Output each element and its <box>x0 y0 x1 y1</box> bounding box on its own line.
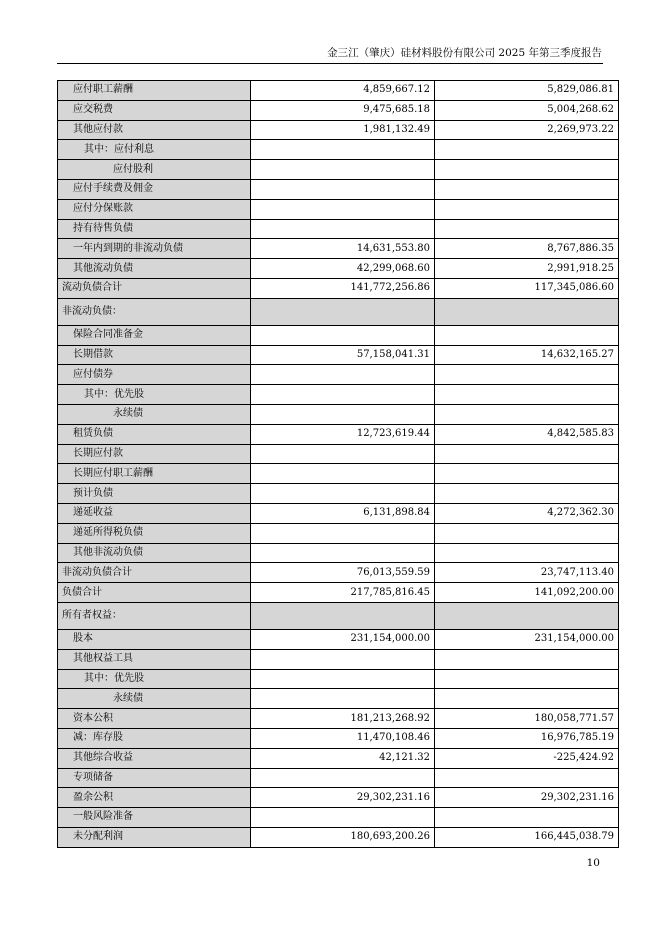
section-header-row <box>58 602 619 629</box>
row-label: 应交税费 <box>58 100 251 120</box>
table-row <box>58 503 619 523</box>
prior-period-value: 180,058,771.57 <box>435 709 619 729</box>
current-period-value <box>251 543 435 563</box>
table-row <box>58 365 619 385</box>
table-row <box>58 140 619 160</box>
prior-period-value: 166,445,038.79 <box>435 827 619 847</box>
table-row <box>58 768 619 788</box>
current-period-value <box>251 602 435 629</box>
prior-period-value: 29,302,231.16 <box>435 788 619 808</box>
table-row <box>58 239 619 259</box>
prior-period-value: -225,424.92 <box>435 748 619 768</box>
prior-period-value <box>435 602 619 629</box>
table-row <box>58 669 619 689</box>
current-period-value: 42,299,068.60 <box>251 259 435 279</box>
prior-period-value: 117,345,086.60 <box>435 278 619 298</box>
prior-period-value: 2,269,973.22 <box>435 120 619 140</box>
row-label: 专项储备 <box>58 768 251 788</box>
prior-period-value <box>435 298 619 325</box>
current-period-value <box>251 689 435 709</box>
table-row <box>58 100 619 120</box>
current-period-value <box>251 768 435 788</box>
prior-period-value <box>435 808 619 828</box>
prior-period-value <box>435 404 619 424</box>
row-label: 递延所得税负债 <box>58 523 251 543</box>
current-period-value <box>251 179 435 199</box>
current-period-value <box>251 523 435 543</box>
table-row <box>58 424 619 444</box>
row-label: 永续债 <box>58 404 251 424</box>
row-label: 一般风险准备 <box>58 808 251 828</box>
current-period-value: 11,470,108.46 <box>251 728 435 748</box>
row-label: 应付职工薪酬 <box>58 81 251 101</box>
row-label: 长期应付款 <box>58 444 251 464</box>
prior-period-value <box>435 325 619 345</box>
row-label: 其中：优先股 <box>58 669 251 689</box>
prior-period-value: 23,747,113.40 <box>435 563 619 583</box>
row-label: 其他综合收益 <box>58 748 251 768</box>
section-header-row <box>58 298 619 325</box>
table-row <box>58 629 619 649</box>
current-period-value <box>251 160 435 180</box>
row-label: 其他应付款 <box>58 120 251 140</box>
row-label: 减：库存股 <box>58 728 251 748</box>
current-period-value: 42,121.32 <box>251 748 435 768</box>
row-label: 持有待售负债 <box>58 219 251 239</box>
row-label: 一年内到期的非流动负债 <box>58 239 251 259</box>
current-period-value: 12,723,619.44 <box>251 424 435 444</box>
current-period-value <box>251 298 435 325</box>
prior-period-value <box>435 523 619 543</box>
current-period-value: 29,302,231.16 <box>251 788 435 808</box>
prior-period-value <box>435 543 619 563</box>
current-period-value <box>251 649 435 669</box>
table-row <box>58 689 619 709</box>
table-row <box>58 81 619 101</box>
prior-period-value <box>435 689 619 709</box>
current-period-value: 6,131,898.84 <box>251 503 435 523</box>
balance-sheet-table <box>57 80 619 848</box>
prior-period-value <box>435 385 619 405</box>
table-row <box>58 808 619 828</box>
row-label: 其他权益工具 <box>58 649 251 669</box>
current-period-value: 180,693,200.26 <box>251 827 435 847</box>
row-label: 长期应付职工薪酬 <box>58 464 251 484</box>
row-label: 应付分保账款 <box>58 199 251 219</box>
row-label: 其他流动负债 <box>58 259 251 279</box>
table-row <box>58 543 619 563</box>
current-period-value: 231,154,000.00 <box>251 629 435 649</box>
current-period-value <box>251 404 435 424</box>
section-label: 非流动负债： <box>58 298 251 325</box>
row-label: 未分配利润 <box>58 827 251 847</box>
current-period-value <box>251 385 435 405</box>
table-row <box>58 199 619 219</box>
table-row <box>58 523 619 543</box>
subtotal-row <box>58 278 619 298</box>
current-period-value <box>251 464 435 484</box>
row-label: 应付股利 <box>58 160 251 180</box>
prior-period-value <box>435 484 619 504</box>
prior-period-value <box>435 444 619 464</box>
prior-period-value: 231,154,000.00 <box>435 629 619 649</box>
prior-period-value <box>435 649 619 669</box>
prior-period-value <box>435 160 619 180</box>
table-row <box>58 464 619 484</box>
row-label: 保险合同准备金 <box>58 325 251 345</box>
current-period-value: 4,859,667.12 <box>251 81 435 101</box>
prior-period-value: 5,829,086.81 <box>435 81 619 101</box>
current-period-value: 57,158,041.31 <box>251 345 435 365</box>
subtotal-row <box>58 563 619 583</box>
current-period-value <box>251 669 435 689</box>
row-label: 股本 <box>58 629 251 649</box>
current-period-value <box>251 325 435 345</box>
table-row <box>58 444 619 464</box>
prior-period-value: 141,092,200.00 <box>435 583 619 603</box>
prior-period-value <box>435 199 619 219</box>
prior-period-value: 8,767,886.35 <box>435 239 619 259</box>
table-row <box>58 649 619 669</box>
table-row <box>58 827 619 847</box>
table-row <box>58 179 619 199</box>
row-label: 租赁负债 <box>58 424 251 444</box>
header-divider <box>57 63 603 64</box>
row-label: 其他非流动负债 <box>58 543 251 563</box>
row-label: 资本公积 <box>58 709 251 729</box>
current-period-value: 181,213,268.92 <box>251 709 435 729</box>
table-row <box>58 404 619 424</box>
table-row <box>58 219 619 239</box>
table-row <box>58 788 619 808</box>
table-row <box>58 385 619 405</box>
prior-period-value: 16,976,785.19 <box>435 728 619 748</box>
current-period-value: 76,013,559.59 <box>251 563 435 583</box>
table-row <box>58 120 619 140</box>
current-period-value: 141,772,256.86 <box>251 278 435 298</box>
prior-period-value: 5,004,268.62 <box>435 100 619 120</box>
current-period-value: 9,475,685.18 <box>251 100 435 120</box>
row-label: 预计负债 <box>58 484 251 504</box>
table-row <box>58 728 619 748</box>
table-row <box>58 160 619 180</box>
section-label: 所有者权益： <box>58 602 251 629</box>
report-header-title: 金三江（肇庆）硅材料股份有限公司 2025 年第三季度报告 <box>327 47 602 59</box>
row-label: 递延收益 <box>58 503 251 523</box>
prior-period-value <box>435 179 619 199</box>
row-label: 非流动负债合计 <box>58 563 251 583</box>
prior-period-value: 14,632,165.27 <box>435 345 619 365</box>
prior-period-value <box>435 219 619 239</box>
row-label: 盈余公积 <box>58 788 251 808</box>
prior-period-value <box>435 768 619 788</box>
current-period-value <box>251 219 435 239</box>
row-label: 其中：应付利息 <box>58 140 251 160</box>
current-period-value: 14,631,553.80 <box>251 239 435 259</box>
total-row <box>58 583 619 603</box>
row-label: 永续债 <box>58 689 251 709</box>
row-label: 应付手续费及佣金 <box>58 179 251 199</box>
row-label: 其中：优先股 <box>58 385 251 405</box>
current-period-value <box>251 808 435 828</box>
row-label: 负债合计 <box>58 583 251 603</box>
current-period-value <box>251 199 435 219</box>
prior-period-value <box>435 464 619 484</box>
row-label: 长期借款 <box>58 345 251 365</box>
prior-period-value: 2,991,918.25 <box>435 259 619 279</box>
current-period-value <box>251 444 435 464</box>
prior-period-value: 4,272,362.30 <box>435 503 619 523</box>
current-period-value <box>251 140 435 160</box>
prior-period-value <box>435 365 619 385</box>
row-label: 应付债券 <box>58 365 251 385</box>
prior-period-value: 4,842,585.83 <box>435 424 619 444</box>
current-period-value: 1,981,132.49 <box>251 120 435 140</box>
table-row <box>58 259 619 279</box>
current-period-value: 217,785,816.45 <box>251 583 435 603</box>
table-row <box>58 325 619 345</box>
row-label: 流动负债合计 <box>58 278 251 298</box>
prior-period-value <box>435 669 619 689</box>
table-row <box>58 484 619 504</box>
current-period-value <box>251 365 435 385</box>
table-row <box>58 709 619 729</box>
table-row <box>58 748 619 768</box>
prior-period-value <box>435 140 619 160</box>
page-number: 10 <box>586 857 600 869</box>
current-period-value <box>251 484 435 504</box>
table-row <box>58 345 619 365</box>
